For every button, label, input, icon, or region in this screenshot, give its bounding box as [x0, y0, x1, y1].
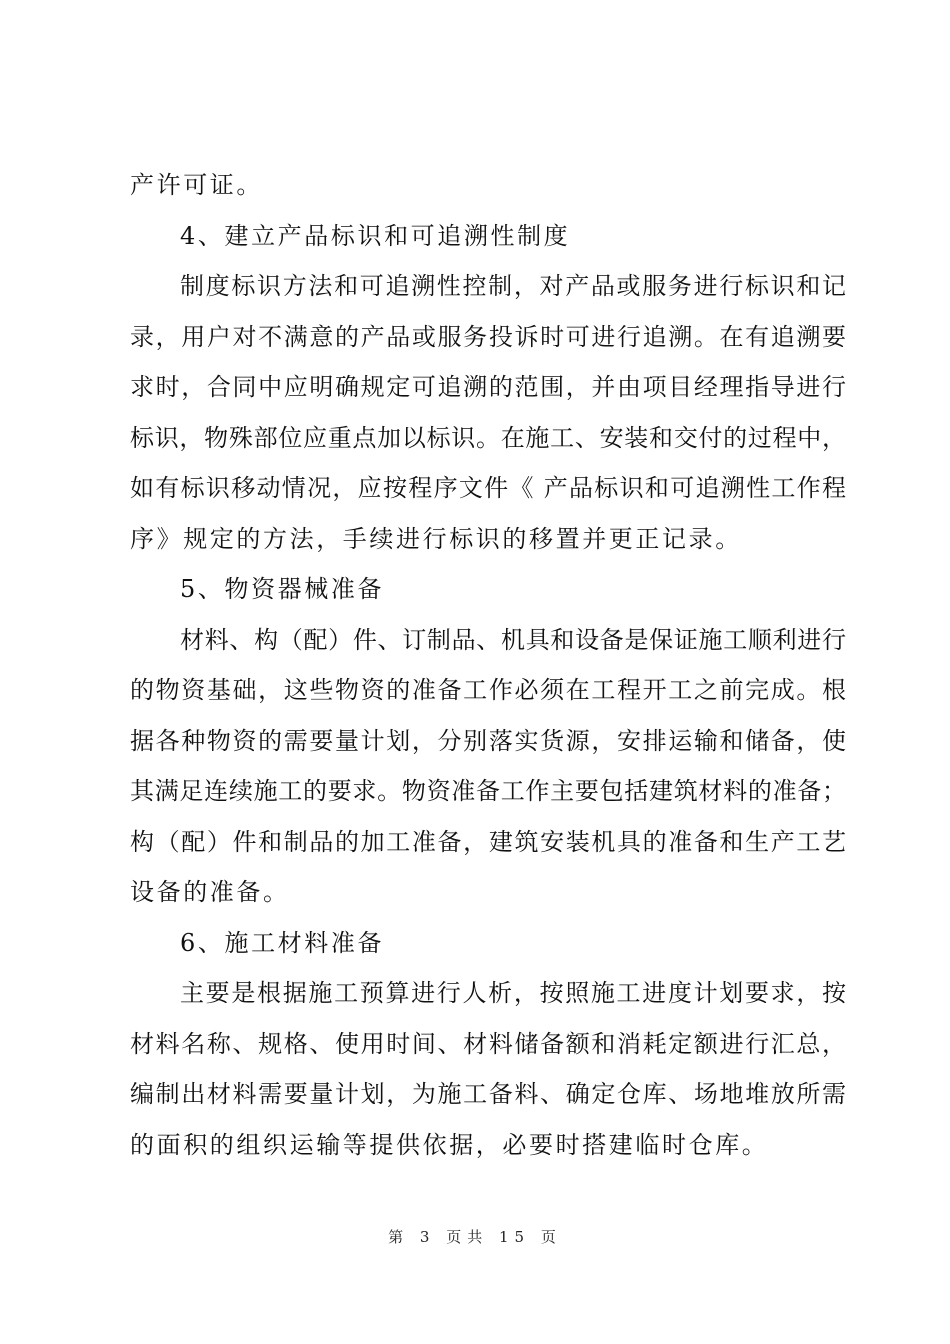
- text-line: 5、物资器械准备: [180, 575, 385, 603]
- text-line: 标识，物殊部位应重点加以标识。在施工、安装和交付的过程中，: [130, 423, 846, 452]
- text-line: 材料、构（配）件、订制品、机具和设备是保证施工顺利进行: [180, 625, 846, 654]
- text-line: 如有标识移动情况，应按程序文件《 产品标识和可追溯性工作程: [130, 474, 846, 502]
- text-line: 其满足连续施工的要求。物资准备工作主要包括建筑材料的准备；: [130, 777, 846, 805]
- text-line: 设备的准备。: [130, 878, 290, 906]
- text-line: 的面积的组织运输等提供依据，必要时搭建临时仓库。: [130, 1130, 769, 1159]
- text-line: 构（配）件和制品的加工准备，建筑安装机具的准备和生产工艺: [130, 827, 846, 856]
- text-line: 求时，合同中应明确规定可追溯的范围，并由项目经理指导进行: [130, 373, 846, 401]
- text-line: 编制出材料需要量计划，为施工备料、确定仓库、场地堆放所需: [130, 1080, 846, 1108]
- text-line: 4、建立产品标识和可追溯性制度: [180, 221, 571, 250]
- text-line: 主要是根据施工预算进行人析，按照施工进度计划要求，按: [180, 979, 846, 1007]
- text-line: 材料名称、规格、使用时间、材料储备额和消耗定额进行汇总，: [130, 1029, 846, 1058]
- text-line: 序》规定的方法，手续进行标识的移置并更正记录。: [130, 524, 742, 553]
- text-line: 产许可证。: [130, 171, 263, 199]
- text-line: 制度标识方法和可追溯性控制，对产品或服务进行标识和记: [180, 272, 846, 300]
- page-footer: 第 3 页共 15 页: [388, 1228, 562, 1246]
- text-line: 的物资基础，这些物资的准备工作必须在工程开工之前完成。根: [130, 676, 846, 704]
- text-line: 6、施工材料准备: [180, 928, 385, 957]
- text-line: 据各种物资的需要量计划，分别落实货源，安排运输和储备，使: [130, 726, 846, 755]
- text-line: 录，用户对不满意的产品或服务投诉时可进行追溯。在有追溯要: [130, 322, 846, 351]
- document-body: [130, 160, 846, 1170]
